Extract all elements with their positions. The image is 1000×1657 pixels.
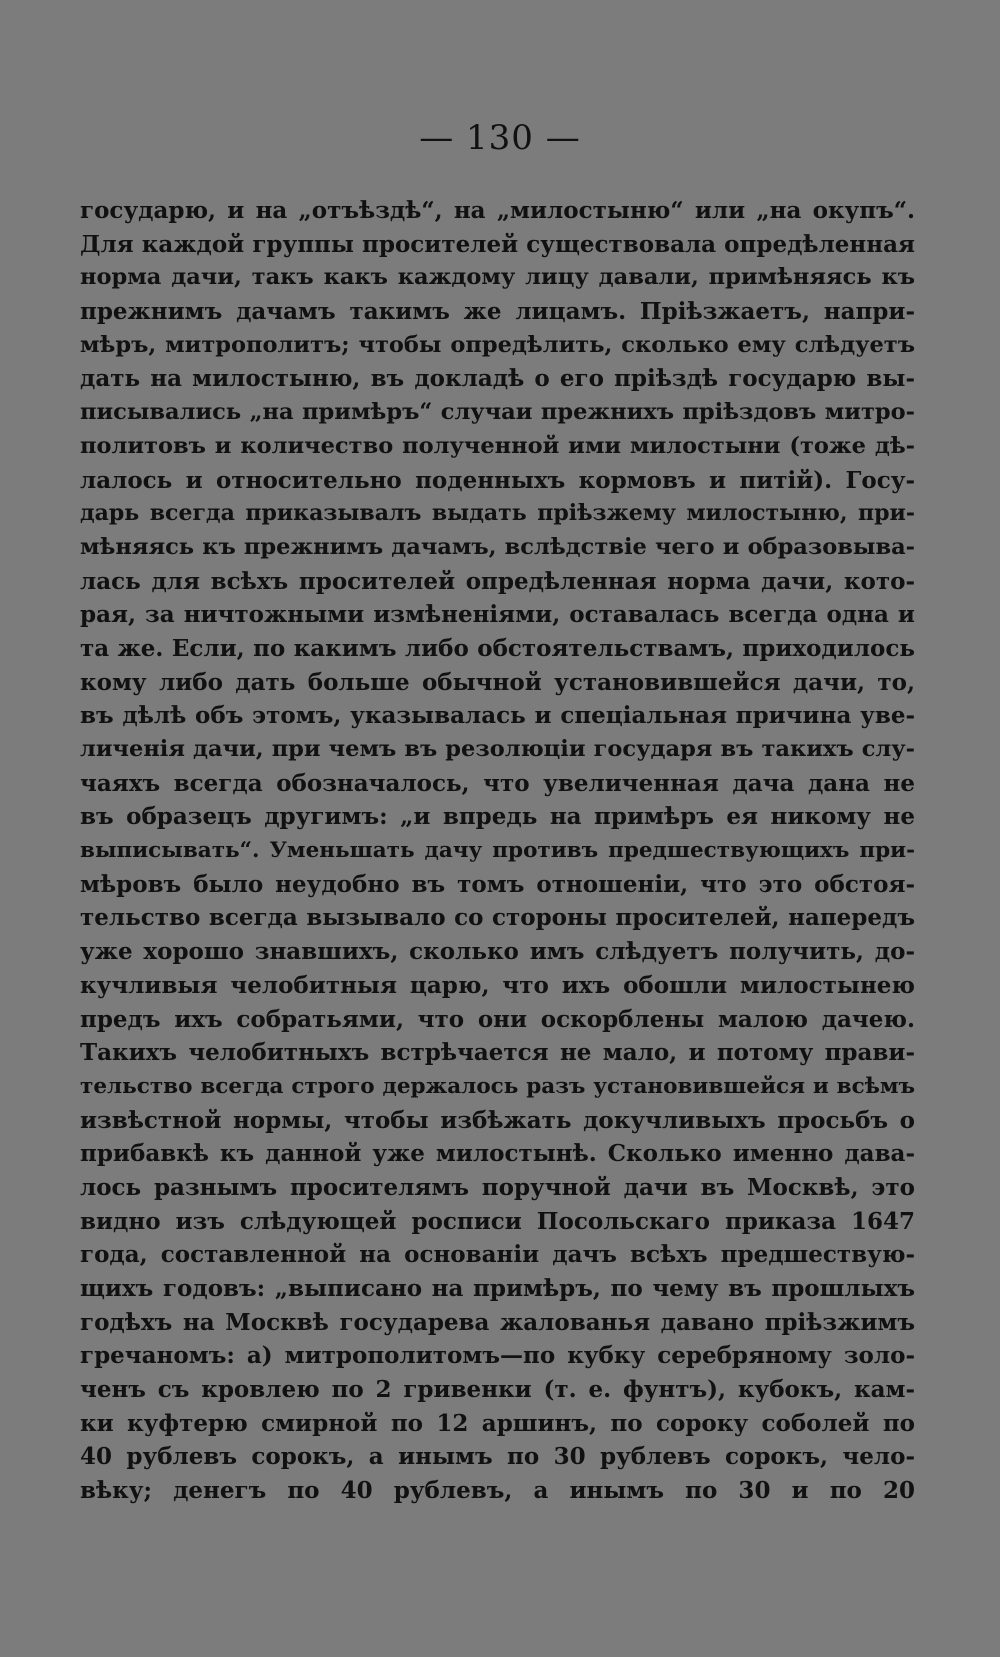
text-line: 40 рублевъ сорокъ, а инымъ по 30 рублевъ сорокъ, чело- [80,1443,915,1471]
text-line: тельство всегда вызывало со стороны просителей, напередъ [80,904,915,932]
text-line: лась для всѣхъ просителей опредѣленная норма дачи, кото- [80,567,915,595]
body-text [80,194,915,1508]
text-line: мѣръ, митрополитъ; чтобы опредѣлить, сколько ему слѣдуетъ [80,331,915,358]
text-line: видно изъ слѣдующей росписи Посольскаго приказа 1647 [80,1207,915,1235]
text-line: кучливыя челобитныя царю, что ихъ обошли милостынею [80,971,915,999]
text-line: та же. Если, по какимъ либо обстоятельствамъ, приходилось [80,634,915,662]
text-line: мѣровъ было неудобно въ томъ отношеніи, что это обстоя- [80,870,915,898]
text-line: щихъ годовъ: „выписано на примѣръ, по чему въ прошлыхъ [80,1275,915,1302]
text-line: политовъ и количество полученной ими милостыни (тоже дѣ- [80,432,915,459]
text-line: ки куфтерю смирной по 12 аршинъ, по сороку соболей по [80,1409,915,1437]
text-line: лалось и относительно поденныхъ кормовъ и питій). Госу- [80,466,915,494]
text-line: Такихъ челобитныхъ встрѣчается не мало, и потому прави- [80,1039,915,1067]
text-line: извѣстной нормы, чтобы избѣжать докучливыхъ просьбъ о [80,1106,915,1134]
text-line: рая, за ничтожными измѣненіями, оставалась всегда одна и [80,601,915,629]
text-line: вѣку; денегъ по 40 рублевъ, а инымъ по 30 и по 20 [80,1477,915,1505]
text-line: въ образецъ другимъ: „и впредь на примѣръ ея никому не [80,803,915,831]
text-line: дарь всегда приказывалъ выдать пріѣзжему милостыню, при- [80,500,915,527]
page-number: — 130 — [419,118,581,158]
text-line: прежнимъ дачамъ такимъ же лицамъ. Пріѣзжаетъ, напри- [80,298,915,326]
text-line: лось разнымъ просителямъ поручной дачи въ Москвѣ, это [80,1173,915,1201]
text-line: норма дачи, такъ какъ каждому лицу давали, примѣняясь къ [80,264,915,291]
text-line: въ дѣлѣ объ этомъ, указывалась и спеціальная причина уве- [80,702,915,730]
text-line: выписывать“. Уменьшать дачу противъ предшествующихъ при- [80,838,915,864]
text-line: ченъ съ кровлею по 2 гривенки (т. е. фунтъ), кубокъ, кам- [80,1376,915,1404]
text-line: чаяхъ всегда обозначалось, что увеличенная дача дана не [80,769,915,797]
text-line: тельство всегда строго держалось разъ установившейся и всѣмъ [80,1073,915,1099]
text-line: года, составленной на основаніи дачъ всѣхъ предшествую- [80,1241,915,1269]
text-line: писывались „на примѣръ“ случаи прежнихъ пріѣздовъ митро- [80,399,915,426]
text-line: Для каждой группы просителей существовала опредѣленная [80,230,915,258]
text-line: прибавкѣ къ данной уже милостынѣ. Сколько именно дава- [80,1140,915,1168]
text-line: мѣняясь къ прежнимъ дачамъ, вслѣдствіе чего и образовыва- [80,533,915,560]
text-line: личенія дачи, при чемъ въ резолюціи государя въ такихъ слу- [80,736,915,762]
text-line: предъ ихъ собратьями, что они оскорблены малою дачею. [80,1005,915,1033]
text-line: дать на милостыню, въ докладѣ о его пріѣздѣ государю вы- [80,365,915,393]
text-line: государю, и на „отъѣздѣ“, на „милостыню“ или „на окупъ“. [80,197,915,224]
text-line: гречаномъ: а) митрополитомъ—по кубку серебряному золо- [80,1342,915,1370]
text-line: годѣхъ на Москвѣ государева жалованья давано пріѣзжимъ [80,1308,915,1336]
text-line: уже хорошо знавшихъ, сколько имъ слѣдуетъ получить, до- [80,938,915,966]
text-line: кому либо дать больше обычной установившейся дачи, то, [80,668,915,696]
